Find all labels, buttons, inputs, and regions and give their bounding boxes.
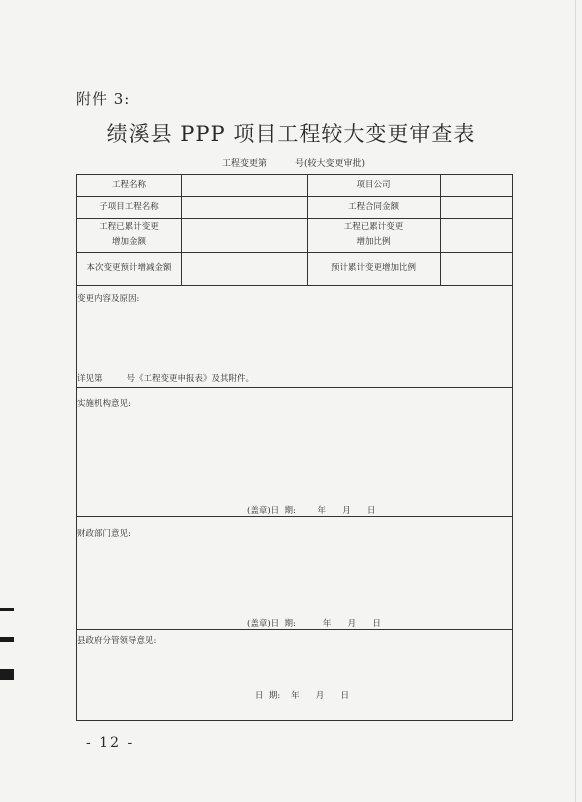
label-current-change-amount: 本次变更预计增减金额 [86,263,172,273]
document-title: 绩溪县 PPP 项目工程较大变更审查表 [106,122,476,146]
label-cumulative-increase-ratio [307,220,440,250]
change-number-line [222,156,365,169]
change-reference-line [77,372,254,384]
label-project-company: 项目公司 [356,180,391,190]
label-line: 增加金额 [111,237,146,247]
finance-sign-date: (盖章)日 期: 年 月 日 [247,619,381,629]
label-line: 工程已累计变更 [343,222,404,232]
page-number: - 12 - [86,735,135,751]
section-divider [77,629,512,630]
section-divider [77,387,512,388]
agency-opinion-label: 实施机构意见: [77,399,131,409]
row-divider [77,285,512,286]
label-project-name: 工程名称 [111,180,146,190]
reference-prefix: 详见第 [77,374,103,384]
change-content-label: 变更内容及原因: [77,294,140,304]
label-line: 工程已累计变更 [99,222,159,232]
label-contract-amount: 工程合同金额 [347,202,399,212]
change-number-prefix: 工程变更第 [222,159,268,169]
scan-mark [0,637,14,642]
scan-mark [0,608,14,611]
label-line: 增加比例 [356,237,391,247]
row-divider [77,252,512,253]
attachment-label: 附件 3: [76,90,131,108]
label-subproject-name: 子项目工程名称 [99,202,159,212]
reference-suffix: 号《工程变更申报表》及其附件。 [126,374,255,384]
agency-sign-date: (盖章)日 期: 年 月 日 [247,506,376,516]
column-divider [181,175,182,285]
label-cumulative-increase-amount [77,220,181,250]
review-table [76,174,513,721]
change-number-suffix: 号(较大变更审批) [295,159,366,169]
section-divider [77,516,512,517]
row-divider [77,196,512,197]
finance-opinion-label: 财政部门意见: [77,529,131,539]
column-divider [440,175,441,285]
label-projected-cumulative-ratio: 预计累计变更增加比例 [330,263,416,273]
county-leader-opinion-label: 县政府分管领导意见: [77,636,157,646]
row-divider [77,218,512,219]
scan-mark [0,669,14,680]
county-sign-date: 日 期: 年 月 日 [255,691,349,701]
